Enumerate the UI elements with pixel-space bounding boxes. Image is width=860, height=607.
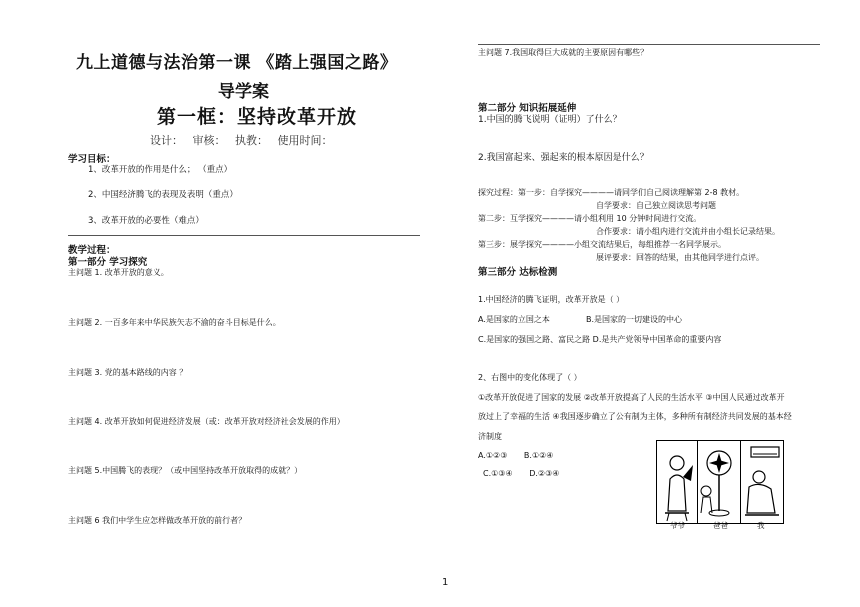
top-rule [478, 44, 820, 45]
objective-item: 2、中国经济腾飞的表现及表明（重点） [88, 190, 238, 200]
grandfather-fan-illustration [657, 441, 697, 523]
question-item: 主问题 5.中国腾飞的表现？（或中国坚持改革开放取得的成就？） [68, 466, 303, 475]
question-item: 主问题 4. 改革开放如何促进经济发展（或：改革开放对经济社会发展的作用） [68, 417, 345, 426]
test-question: 1.中国经济的腾飞证明，改革开放是（ ） [478, 295, 625, 304]
question-item: 主问题 1. 改革开放的意义。 [68, 268, 169, 277]
test-question: 2、右图中的变化体现了（ ） [478, 373, 582, 382]
question-item: 主问题 7.我国取得巨大成就的主要原因有哪些？ [478, 48, 649, 57]
question-item: 主问题 6 我们中学生应怎样做改革开放的前行者？ [68, 516, 247, 525]
part3-label: 第三部分 达标检测 [478, 267, 558, 278]
explore-step: 第三步：展学探究————小组交流结果后，每组推荐一名同学展示。 [478, 240, 726, 249]
explore-requirement: 合作要求：请小组内进行交流并由小组长记录结果。 [596, 227, 780, 236]
test-option: C.是国家的强国之路、富民之路 D.是共产党领导中国革命的重要内容 [478, 335, 722, 344]
objective-item: 1、改革开放的作用是什么； （重点） [88, 165, 233, 175]
test-body-line: ①改革开放促进了国家的发展 ②改革开放提高了人民的生活水平 ③中国人民通过改革开 [478, 393, 785, 402]
objective-item: 3、改革开放的必要性（难点） [88, 216, 204, 226]
generations-figure [656, 440, 784, 524]
explore-requirement: 自学要求：自己独立阅读思考问题 [596, 201, 716, 210]
test-body-line: 济制度 [478, 432, 502, 441]
panel-me [741, 441, 783, 523]
divider [68, 235, 420, 236]
explore-requirement: 展评要求：回答的结果，由其他同学进行点评。 [596, 253, 764, 262]
question-item: 主问题 3. 党的基本路线的内容 ？ [68, 368, 188, 377]
extension-question: 2.我国富起来、强起来的根本原因是什么？ [478, 153, 649, 163]
explore-step: 第二步：互学探究————请小组利用 10 分钟时间进行交流。 [478, 214, 702, 223]
objectives-label: 学习目标： [68, 154, 116, 165]
meta-line: 设计： 审核： 执教： 使用时间： [150, 134, 333, 147]
test-option: A.是国家的立国之本 [478, 315, 550, 324]
process-label: 教学过程： [68, 245, 116, 256]
part2-label: 第二部分 知识拓展延伸 [478, 103, 577, 114]
panel-grandfather [657, 441, 698, 523]
test-options: C.①③④ D.②③④ [483, 469, 560, 478]
question-item: 主问题 2. 一百多年来中华民族矢志不渝的奋斗目标是什么。 [68, 318, 281, 327]
extension-question: 1.中国的腾飞说明（证明）了什么？ [478, 115, 622, 125]
test-option: B.是国家的一切建设的中心 [586, 315, 683, 324]
test-options: A.①②③ B.①②④ [478, 451, 554, 460]
father-electric-fan-illustration [698, 441, 740, 523]
panel-father [698, 441, 741, 523]
figure-caption: 我 [757, 521, 765, 530]
figure-caption: 爸爸 [713, 521, 728, 530]
document-subtitle: 导学案 [218, 82, 269, 102]
air-conditioner-illustration [741, 441, 783, 523]
figure-caption: 爷爷 [670, 521, 685, 530]
test-body-line: 放过上了幸福的生活 ④我国逐步确立了公有制为主体，多种所有制经济共同发展的基本经 [478, 412, 792, 421]
document-title: 九上道德与法治第一课 《踏上强国之路》 [76, 53, 398, 73]
explore-step: 探究过程：第一步：自学探究————请同学们自己阅读理解第 2-8 教材。 [478, 188, 745, 197]
page-number: 1 [442, 577, 449, 588]
section-title: 第一框：坚持改革开放 [157, 106, 358, 128]
part1-label: 第一部分 学习探究 [68, 257, 148, 268]
